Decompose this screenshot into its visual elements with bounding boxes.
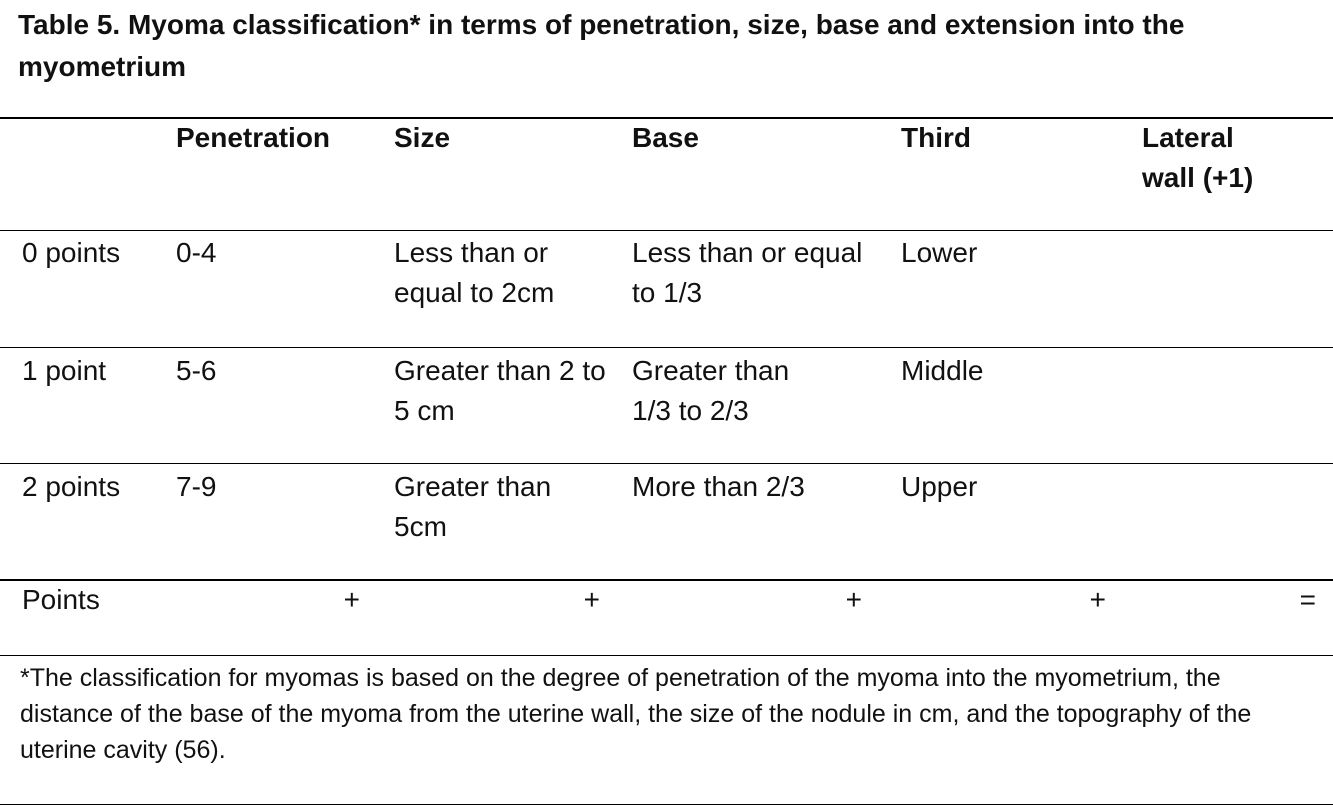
header-third: Third <box>901 122 971 153</box>
table-footnote: *The classification for myomas is based on the degree of penetration of the myoma into the myometrium, the distance of the base of the myoma from the uterine wall, the size of the nodule in cm, and the topography of the uterine cavity (56). <box>20 664 1252 764</box>
totals-divider <box>0 579 1333 581</box>
cell-penetration: 7-9 <box>176 471 217 502</box>
cell-size: Greater than 2 to 5 cm <box>394 355 606 426</box>
header-divider <box>0 230 1333 231</box>
row-label-2-points: 2 points <box>22 471 121 502</box>
cell-base: More than 2/3 <box>632 471 805 502</box>
equals-operator: = <box>1299 584 1316 615</box>
cell-third: Lower <box>901 237 978 268</box>
cell-third: Middle <box>901 355 984 386</box>
header-size: Size <box>394 122 451 153</box>
plus-operator: + <box>583 584 600 615</box>
header-lateral-wall: Lateral wall (+1) <box>1142 122 1254 193</box>
row-divider <box>0 347 1333 348</box>
table-title: Table 5. Myoma classification* in terms of penetration, size, base and extension into the myometrium <box>18 9 1185 82</box>
cell-base: Less than or equal to 1/3 <box>632 237 863 308</box>
footnote-divider <box>0 655 1333 656</box>
cell-size: Greater than 5cm <box>394 471 552 542</box>
header-base: Base <box>632 122 699 153</box>
header-penetration: Penetration <box>176 122 331 153</box>
bottom-rule <box>0 804 1333 805</box>
totals-label: Points <box>22 584 100 615</box>
cell-penetration: 5-6 <box>176 355 217 386</box>
cell-size: Less than or equal to 2cm <box>394 237 555 308</box>
cell-base: Greater than 1/3 to 2/3 <box>632 355 790 426</box>
plus-operator: + <box>1089 584 1106 615</box>
row-divider <box>0 463 1333 464</box>
cell-third: Upper <box>901 471 978 502</box>
plus-operator: + <box>343 584 360 615</box>
cell-penetration: 0-4 <box>176 237 217 268</box>
row-label-1-point: 1 point <box>22 355 107 386</box>
plus-operator: + <box>845 584 862 615</box>
row-label-0-points: 0 points <box>22 237 121 268</box>
